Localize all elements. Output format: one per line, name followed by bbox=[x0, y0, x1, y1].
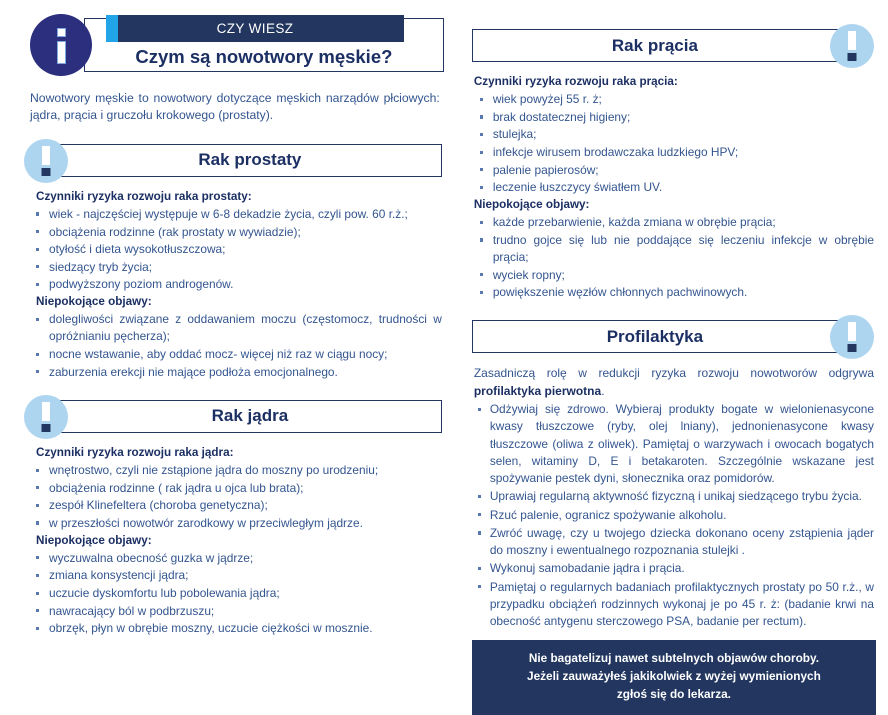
exclamation-icon bbox=[830, 315, 874, 359]
right-column bbox=[452, 10, 880, 701]
warning-box bbox=[472, 640, 876, 714]
symptoms-lead: Niepokojące objawy: bbox=[473, 198, 590, 212]
list-item: Zwróć uwagę, czy u twojego dziecka dokonano oceny zstąpienia jąder do moszny i ewentualnego rozpoznania stulejki . bbox=[474, 525, 874, 560]
list-item: obciążenia rodzinne ( rak jądra u ojca lub brata); bbox=[30, 480, 442, 497]
list-item: stulejka; bbox=[474, 126, 874, 143]
section-header-rak-jadra bbox=[16, 395, 444, 439]
risk-factors-list bbox=[30, 206, 442, 294]
list-item: wiek powyżej 55 r. ż; bbox=[474, 91, 874, 108]
section-header-rak-prostaty bbox=[16, 139, 444, 183]
exclamation-icon bbox=[830, 24, 874, 68]
list-item: palenie papierosów; bbox=[474, 162, 874, 179]
list-item: Pamiętaj o regularnych badaniach profilaktycznych prostaty po 50 r.ż., w przypadku obciążeń rodzinnych wykonaj je po 45 r. ż: (badanie krwi na obecność antygenu sterczowego PSA, badanie per rectum). bbox=[474, 579, 874, 631]
risk-factors-lead: Czynniki ryzyka rozwoju raka jądra: bbox=[36, 445, 234, 459]
section-body-rak-pracia bbox=[470, 74, 878, 301]
risk-factors-lead: Czynniki ryzyka rozwoju raka prostaty: bbox=[36, 189, 252, 203]
list-item: zaburzenia erekcji nie mające podłoża emocjonalnego. bbox=[30, 364, 442, 381]
section-body-rak-jadra bbox=[16, 445, 444, 638]
symptoms-lead: Niepokojące objawy: bbox=[36, 533, 152, 547]
list-item: wyciek ropny; bbox=[474, 267, 874, 284]
section-title-box bbox=[472, 29, 838, 62]
prevention-intro-bold: profilaktyka pierwotna bbox=[473, 383, 602, 398]
list-item: Odżywiaj się zdrowo. Wybieraj produkty bogate w wielonienasycone kwasy tłuszczowe (ryby, olej lniany), jednonienasycone kwasy tłuszczowe (oliwa z oliwek). Pamiętaj o warzywach i owocach bogatych selen, witaminy D, E i betakaroten. Szczególnie wskazane jest spożywanie pestek dyni, słonecznika oraz pomidorów. bbox=[474, 401, 874, 487]
czy-wiesz-banner bbox=[106, 15, 404, 42]
list-item: Uprawiaj regularną aktywność fizyczną i unikaj siedzącego trybu życia. bbox=[474, 488, 874, 505]
warning-line-2: Jeżeli zauważyłeś jakikolwiek z wyżej wymienionych bbox=[527, 669, 821, 684]
section-header-profilaktyka bbox=[470, 315, 878, 359]
list-item: uczucie dyskomfortu lub pobolewania jądra; bbox=[30, 585, 442, 602]
list-item: nocne wstawanie, aby oddać mocz- więcej niż raz w ciągu nocy; bbox=[30, 346, 442, 363]
exclamation-icon-dot bbox=[848, 344, 857, 352]
exclamation-icon-dot bbox=[848, 53, 857, 61]
section-body-rak-prostaty bbox=[16, 189, 444, 381]
section-title-box bbox=[472, 320, 838, 353]
section-title: Rak prostaty bbox=[198, 150, 302, 170]
exclamation-icon bbox=[24, 395, 68, 439]
exclamation-icon bbox=[24, 139, 68, 183]
info-icon bbox=[30, 14, 92, 76]
info-icon-dot bbox=[57, 28, 66, 37]
list-item: zespół Klinefeltera (choroba genetyczna); bbox=[30, 497, 442, 514]
exclamation-icon-dot bbox=[42, 424, 51, 432]
warning-line-3: zgłoś się do lekarza. bbox=[616, 686, 731, 701]
section-title: Profilaktyka bbox=[606, 326, 704, 346]
list-item: zmiana konsystencji jądra; bbox=[30, 567, 442, 584]
warning-line-1: Nie bagatelizuj nawet subtelnych objawów choroby. bbox=[528, 651, 819, 666]
exclamation-icon-bar bbox=[848, 31, 856, 50]
accent-bar bbox=[106, 15, 118, 42]
exclamation-icon-bar bbox=[848, 322, 856, 341]
section-header-rak-pracia bbox=[470, 24, 878, 68]
list-item: obrzęk, płyn w obrębie moszny, uczucie ciężkości w mosznie. bbox=[30, 620, 442, 637]
symptoms-list bbox=[474, 214, 874, 301]
section-body-profilaktyka bbox=[470, 365, 878, 630]
risk-factors-list bbox=[474, 91, 874, 196]
prevention-intro-text: Zasadniczą rolę w redukcji ryzyka rozwoju nowotworów odgrywa bbox=[473, 366, 874, 381]
list-item: infekcje wirusem brodawczaka ludzkiego HPV; bbox=[474, 144, 874, 161]
section-title-box bbox=[58, 400, 442, 433]
exclamation-icon-bar bbox=[42, 146, 50, 165]
list-item: podwyższony poziom androgenów. bbox=[30, 276, 442, 293]
page-title: Czym są nowotwory męskie? bbox=[135, 46, 393, 67]
czy-wiesz-label: CZY WIESZ bbox=[216, 21, 294, 36]
list-item: obciążenia rodzinne (rak prostaty w wywiadzie); bbox=[30, 224, 442, 241]
list-item: wyczuwalna obecność guzka w jądrze; bbox=[30, 550, 442, 567]
list-item: brak dostatecznej higieny; bbox=[474, 109, 874, 126]
info-header bbox=[30, 14, 444, 76]
list-item: wnętrostwo, czyli nie zstąpione jądra do moszny po urodzeniu; bbox=[30, 462, 442, 479]
list-item: leczenie łuszczycy światłem UV. bbox=[474, 179, 874, 196]
section-title-box bbox=[58, 144, 442, 177]
list-item: powiększenie węzłów chłonnych pachwinowych. bbox=[474, 284, 874, 301]
symptoms-list bbox=[30, 550, 442, 638]
exclamation-icon-bar bbox=[42, 402, 50, 421]
info-icon-stem bbox=[57, 41, 66, 64]
intro-paragraph: Nowotwory męskie to nowotwory dotyczące męskich narządów płciowych: jądra, prącia i gruczołu krokowego (prostaty). bbox=[30, 91, 440, 123]
list-item: siedzący tryb życia; bbox=[30, 259, 442, 276]
list-item: otyłość i dieta wysokotłuszczowa; bbox=[30, 241, 442, 258]
prevention-intro bbox=[474, 365, 874, 400]
section-title: Rak jądra bbox=[211, 406, 289, 426]
prevention-intro-tail: . bbox=[601, 383, 605, 398]
list-item: trudno gojce się lub nie poddające się leczeniu infekcje w obrębie prącia; bbox=[474, 232, 874, 266]
list-item: dolegliwości związane z oddawaniem moczu (częstomocz, trudności w opróżnianiu pęcherza); bbox=[30, 311, 442, 345]
list-item: wiek - najczęściej występuje w 6-8 dekadzie życia, czyli pow. 60 r.ż.; bbox=[30, 206, 442, 223]
left-column bbox=[8, 10, 452, 636]
exclamation-icon-dot bbox=[42, 168, 51, 176]
list-item: każde przebarwienie, każda zmiana w obrębie prącia; bbox=[474, 214, 874, 231]
risk-factors-list bbox=[30, 462, 442, 532]
section-title: Rak prącia bbox=[611, 35, 698, 55]
list-item: w przeszłości nowotwór zarodkowy w przeciwległym jądrze. bbox=[30, 515, 442, 532]
list-item: nawracający ból w podbrzuszu; bbox=[30, 603, 442, 620]
prevention-list bbox=[474, 401, 874, 630]
list-item: Rzuć palenie, ogranicz spożywanie alkoholu. bbox=[474, 507, 874, 524]
list-item: Wykonuj samobadanie jądra i prącia. bbox=[474, 560, 874, 577]
symptoms-lead: Niepokojące objawy: bbox=[36, 295, 152, 309]
risk-factors-lead: Czynniki ryzyka rozwoju raka prącia: bbox=[473, 75, 678, 88]
symptoms-list bbox=[30, 311, 442, 381]
